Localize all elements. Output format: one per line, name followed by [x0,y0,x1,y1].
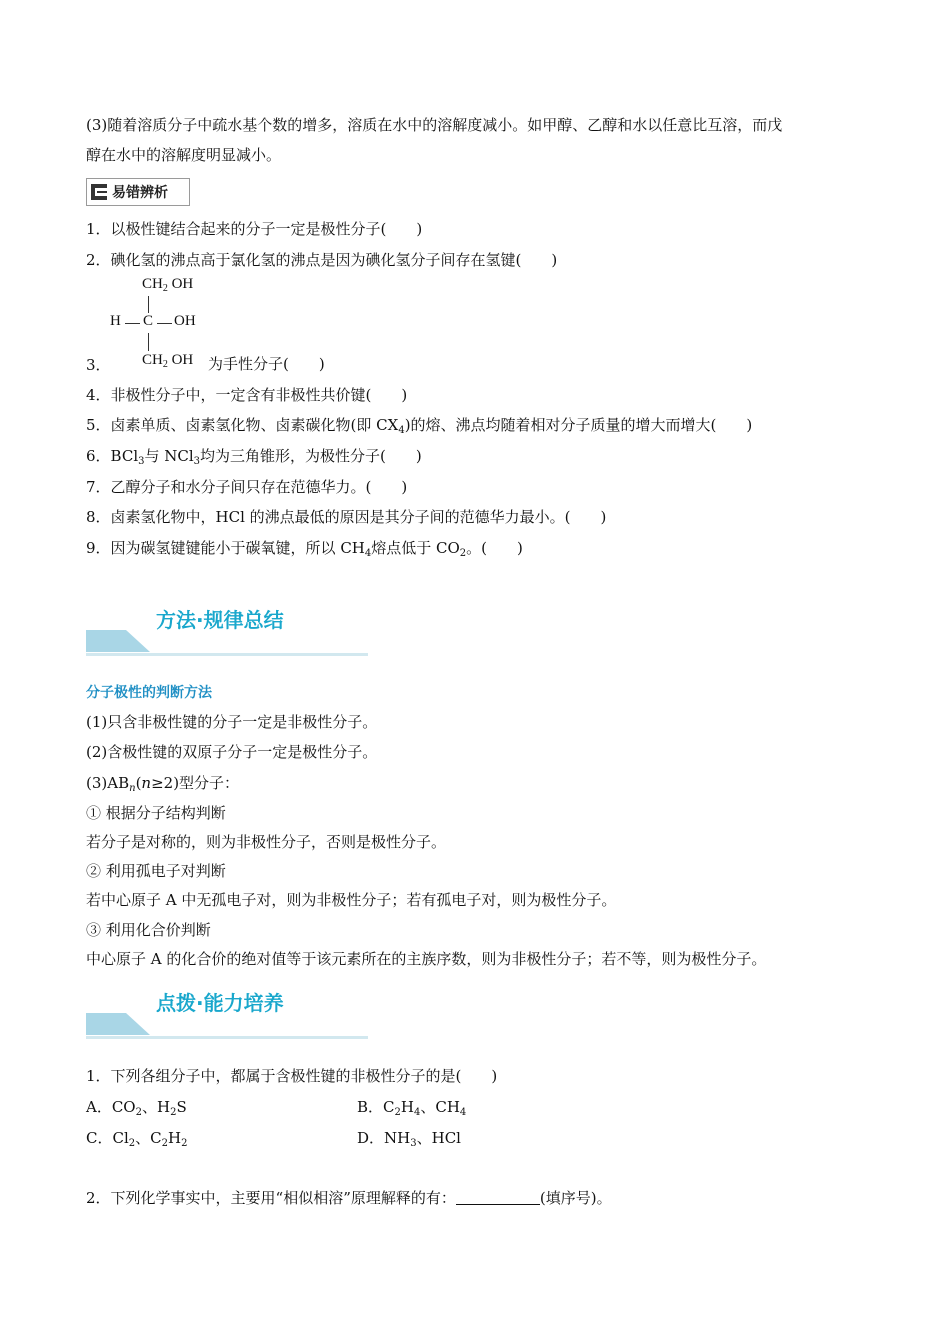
error-item-3-text: 为手性分子( ) [208,355,325,373]
option-c: C．$Cl_2$、$C_2H_2$ [86,1129,188,1149]
structure-bottom-group: $CH_2$ OH [142,352,194,370]
intro-line-1: (3)随着溶质分子中疏水基个数的增多，溶质在水中的溶解度减小。如甲醇、乙醇和水以任意比互溶，而戊 [86,116,783,134]
structure-oh: OH [174,313,196,329]
intro-line-2: 醇在水中的溶解度明显减小。 [86,146,282,164]
structure-c: C [143,313,154,329]
method-line-5: 若分子是对称的，则为非极性分子，否则是极性分子。 [86,833,447,851]
method-subtitle: 分子极性的判断方法 [86,685,212,701]
method-line-2: (2)含极性键的双原子分子一定是极性分子。 [86,743,378,761]
method-line-7: 若中心原子 A 中无孤电子对，则为非极性分子；若有孤电子对，则为极性分子。 [86,891,617,909]
question-1: 1．下列各组分子中，都属于含极性键的非极性分子的是( ) [86,1067,498,1085]
method-line-8: ③ 利用化合价判断 [86,921,211,939]
error-item-3-number: 3． [86,356,111,374]
method-line-4: ① 根据分子结构判断 [86,804,226,822]
e-box-icon [91,184,107,200]
option-a: A．$CO_2$、$H_2S$ [86,1098,187,1118]
error-item-7: 7．乙醇分子和水分子间只存在范德华力。( ) [86,478,408,496]
option-b: B．$C_2H_4$、$CH_4$ [357,1098,467,1118]
method-line-9: 中心原子 A 的化合价的绝对值等于该元素所在的主族序数，则为非极性分子；若不等，则为极性分子。 [86,950,767,968]
method-section-header [86,604,368,664]
method-section-title: 方法·规律总结 [156,608,284,632]
structure-top-group: $CH_2$ OH [142,276,194,294]
error-item-2: 2．碘化氢的沸点高于氯化氢的沸点是因为碘化氢分子间存在氢键( ) [86,251,558,269]
option-d: D．$NH_3$、HCl [357,1129,461,1149]
answer-blank[interactable] [456,1190,540,1205]
question-2: 2．下列化学事实中，主要用“相似相溶”原理解释的有： (填序号)。 [86,1189,612,1207]
error-item-6: 6．BCl$_3$与 NCl$_3$均为三角锥形，为极性分子( ) [86,447,422,467]
practice-section-header [86,987,368,1047]
method-line-1: (1)只含非极性键的分子一定是非极性分子。 [86,713,378,731]
error-analysis-title: 易错辨析 [112,185,168,201]
intro-paragraph [86,110,876,170]
error-item-5: 5．卤素单质、卤素氢化物、卤素碳化物(即 $CX_4$)的熔、沸点均随着相对分子质量的增大而增大( ) [86,416,753,436]
error-item-1: 1．以极性键结合起来的分子一定是极性分子( ) [86,220,423,238]
structure-h: H [110,313,121,329]
practice-section-title: 点拨·能力培养 [156,991,284,1015]
error-analysis-tag [86,178,190,206]
method-line-3: $(3)AB_n(n\ge 2)$型分子： [86,774,240,794]
method-line-6: ② 利用孤电子对判断 [86,862,226,880]
error-item-4: 4．非极性分子中，一定含有非极性共价键( ) [86,386,408,404]
error-item-8: 8．卤素氢化物中，HCl 的沸点最低的原因是其分子间的范德华力最小。( ) [86,508,607,526]
error-item-9: 9．因为碳氢键键能小于碳氧键，所以 $CH_4$熔点低于 $CO_2$。( ) [86,539,523,559]
